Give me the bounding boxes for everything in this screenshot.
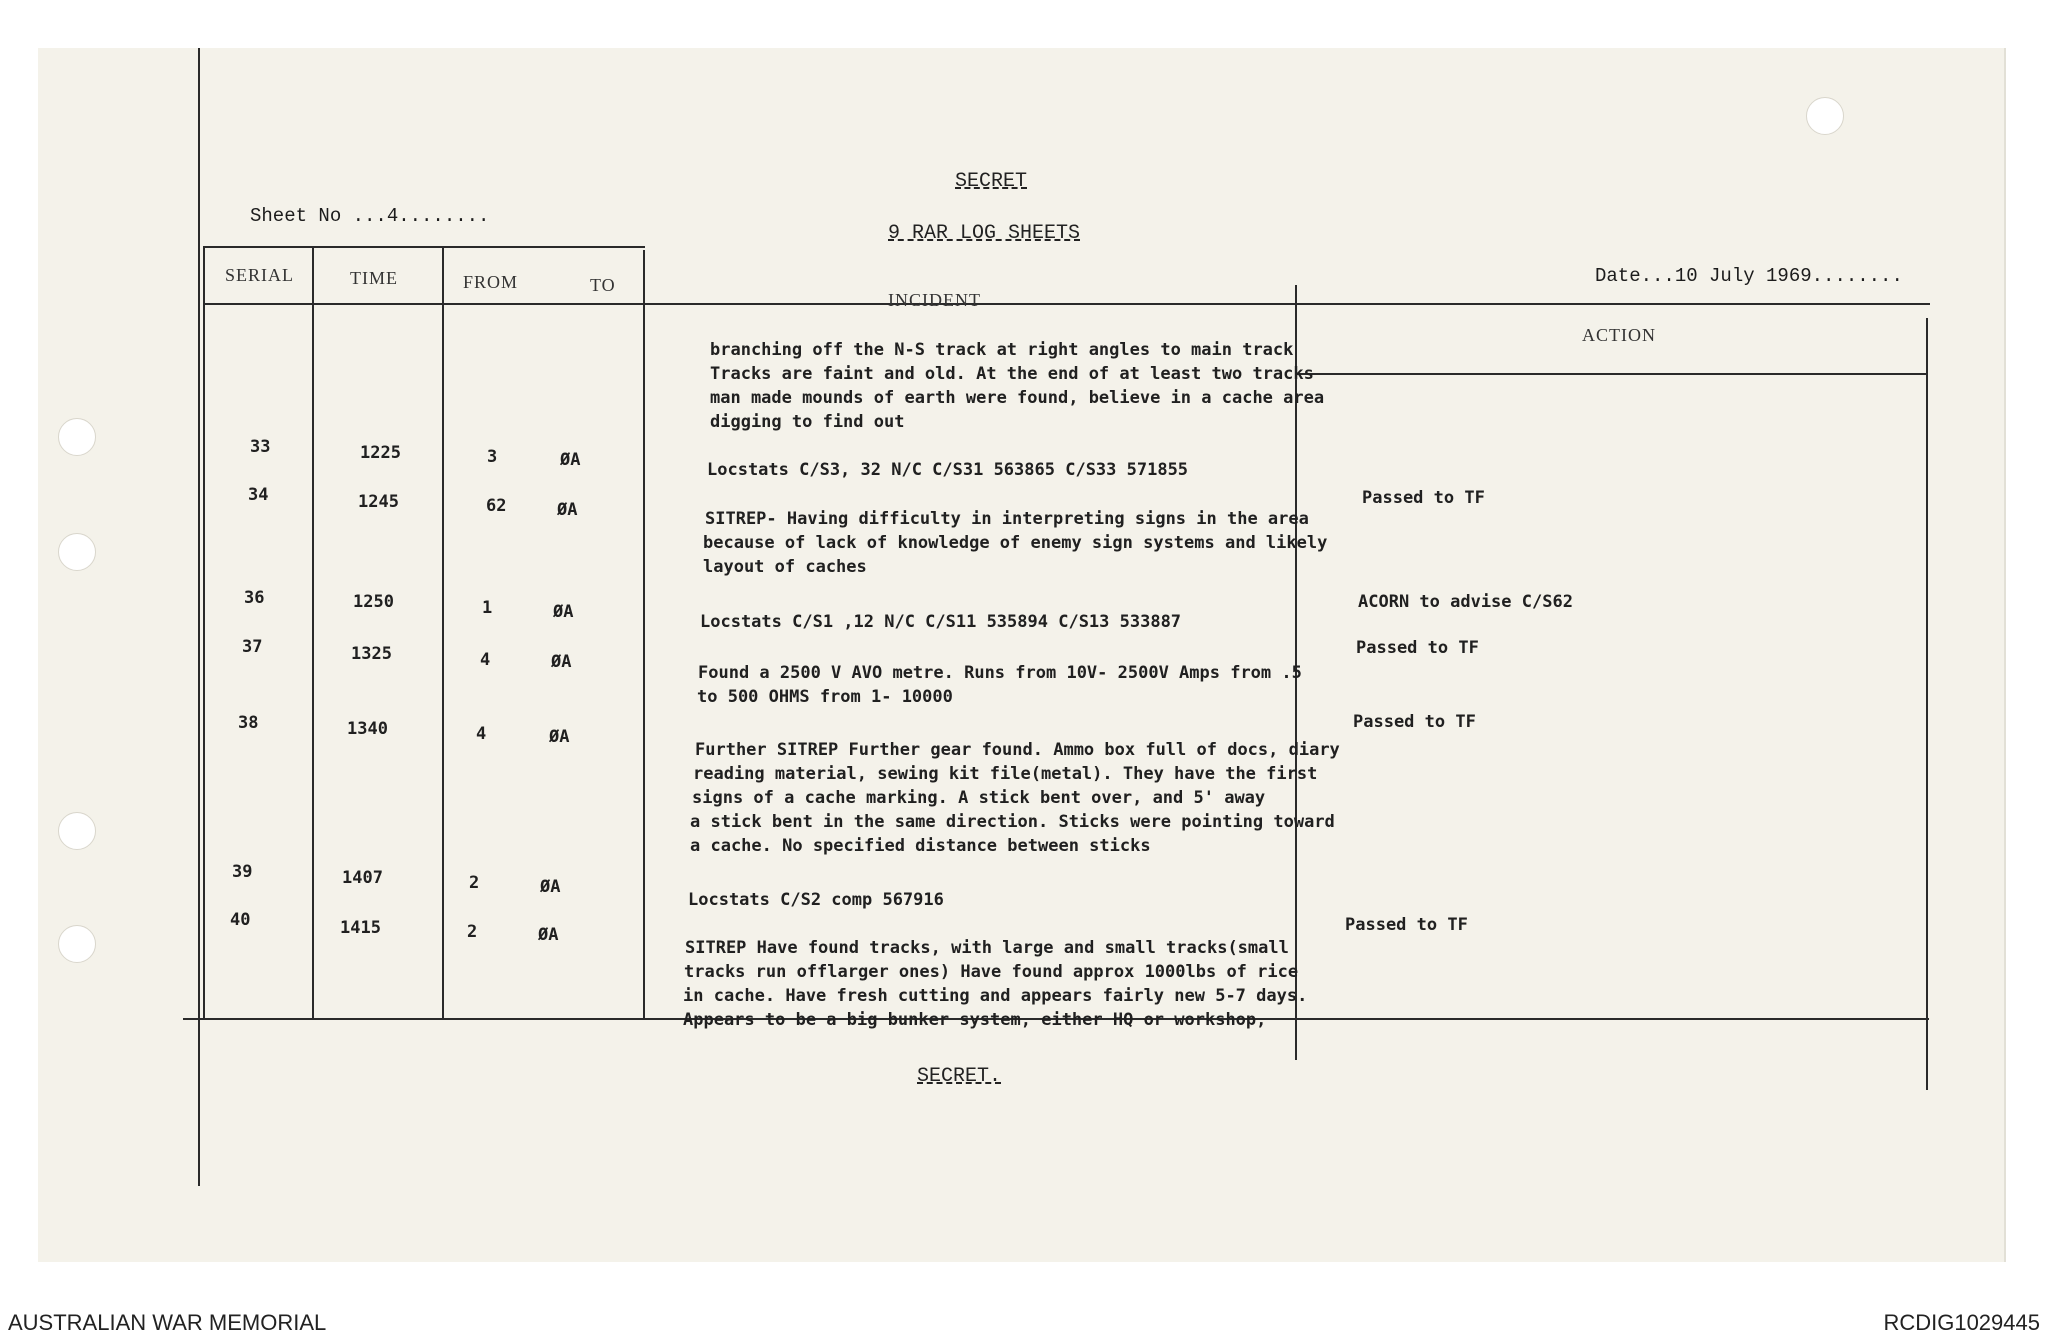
incident-line: Locstats C/S1 ,12 N/C C/S11 535894 C/S13 533887 — [700, 612, 1182, 632]
classification-top: SECRET — [955, 170, 1028, 193]
to-cell: ØA — [540, 877, 561, 897]
serial-cell: 33 — [250, 437, 271, 457]
time-cell: 1325 — [351, 644, 392, 664]
incident-line: a stick bent in the same direction. Sticks were pointing toward — [690, 812, 1335, 832]
table-rule — [1297, 373, 1927, 375]
column-header-action: ACTION — [1582, 325, 1656, 345]
incident-line: Locstats C/S3, 32 N/C C/S31 563865 C/S33 571855 — [707, 460, 1189, 480]
incident-line: reading material, sewing kit file(metal). They have the first — [693, 764, 1318, 784]
table-rule — [312, 246, 314, 1018]
incident-line: Further SITREP Further gear found. Ammo box full of docs, diary — [695, 740, 1340, 760]
punch-hole — [58, 418, 96, 456]
table-rule — [1926, 318, 1928, 1090]
column-header-from: FROM — [463, 272, 519, 292]
incident-line: tracks run offlarger ones) Have found approx 1000lbs of rice — [684, 962, 1299, 982]
action-cell: Passed to TF — [1356, 638, 1479, 658]
action-cell: Passed to TF — [1345, 915, 1468, 935]
incident-line: a cache. No specified distance between sticks — [690, 836, 1151, 856]
column-header-serial: SERIAL — [225, 265, 294, 285]
margin-rule — [198, 48, 200, 1186]
incident-line: to 500 OHMS from 1- 10000 — [697, 687, 953, 707]
serial-cell: 37 — [242, 637, 263, 657]
incident-line: Found a 2500 V AVO metre. Runs from 10V- 2500V Amps from .5 — [698, 663, 1302, 683]
from-cell: 62 — [486, 496, 507, 516]
time-cell: 1225 — [360, 443, 401, 463]
serial-cell: 40 — [230, 910, 251, 930]
to-cell: ØA — [551, 652, 572, 672]
table-rule — [203, 246, 645, 248]
incident-line: SITREP Have found tracks, with large and small tracks(small — [685, 938, 1289, 958]
to-cell: ØA — [549, 727, 570, 747]
punch-hole — [1806, 97, 1844, 135]
column-header-incident: INCIDENT — [888, 290, 981, 310]
to-cell: ØA — [553, 602, 574, 622]
from-cell: 3 — [487, 447, 498, 467]
footer-right: RCDIG1029445 — [1883, 1310, 2040, 1335]
incident-continuation-line: man made mounds of earth were found, believe in a cache area — [710, 388, 1325, 408]
from-cell: 2 — [467, 922, 478, 942]
from-cell: 2 — [469, 873, 480, 893]
incident-continuation-line: digging to find out — [710, 412, 905, 432]
serial-cell: 38 — [238, 713, 259, 733]
serial-cell: 34 — [248, 485, 269, 505]
incident-line: layout of caches — [703, 557, 867, 577]
incident-continuation-line: Tracks are faint and old. At the end of at least two tracks — [710, 364, 1314, 384]
table-rule — [643, 250, 645, 1018]
incident-line: in cache. Have fresh cutting and appears fairly new 5-7 days. — [683, 986, 1308, 1006]
to-cell: ØA — [557, 500, 578, 520]
classification-bottom: SECRET. — [917, 1065, 1002, 1088]
incident-line: Appears to be a big bunker system, either HQ or workshop, — [683, 1010, 1267, 1030]
punch-hole — [58, 925, 96, 963]
incident-line: because of lack of knowledge of enemy sign systems and likely — [703, 533, 1328, 553]
sheet-number: Sheet No ...4........ — [250, 205, 490, 227]
time-cell: 1407 — [342, 868, 383, 888]
time-cell: 1415 — [340, 918, 381, 938]
from-cell: 4 — [480, 650, 491, 670]
column-header-time: TIME — [350, 268, 398, 288]
time-cell: 1250 — [353, 592, 394, 612]
table-rule — [203, 246, 205, 1018]
punch-hole — [58, 533, 96, 571]
table-rule — [442, 246, 444, 1018]
to-cell: ØA — [560, 450, 581, 470]
incident-line: Locstats C/S2 comp 567916 — [688, 890, 944, 910]
punch-hole — [58, 812, 96, 850]
incident-continuation-line: branching off the N-S track at right angles to main track — [710, 340, 1294, 360]
date-field: Date...10 July 1969........ — [1595, 265, 1903, 287]
action-cell: ACORN to advise C/S62 — [1358, 592, 1573, 612]
action-cell: Passed to TF — [1353, 712, 1476, 732]
to-cell: ØA — [538, 925, 559, 945]
footer-left: AUSTRALIAN WAR MEMORIAL — [8, 1310, 327, 1335]
action-cell: Passed to TF — [1362, 488, 1485, 508]
table-rule — [203, 303, 1930, 305]
serial-cell: 36 — [244, 588, 265, 608]
from-cell: 1 — [482, 598, 493, 618]
serial-cell: 39 — [232, 862, 253, 882]
column-header-to: TO — [590, 275, 616, 295]
from-cell: 4 — [476, 724, 487, 744]
incident-line: SITREP- Having difficulty in interpreting signs in the area — [705, 509, 1309, 529]
incident-line: signs of a cache marking. A stick bent over, and 5' away — [692, 788, 1266, 808]
document-title: 9 RAR LOG SHEETS — [888, 222, 1081, 245]
time-cell: 1340 — [347, 719, 388, 739]
time-cell: 1245 — [358, 492, 399, 512]
